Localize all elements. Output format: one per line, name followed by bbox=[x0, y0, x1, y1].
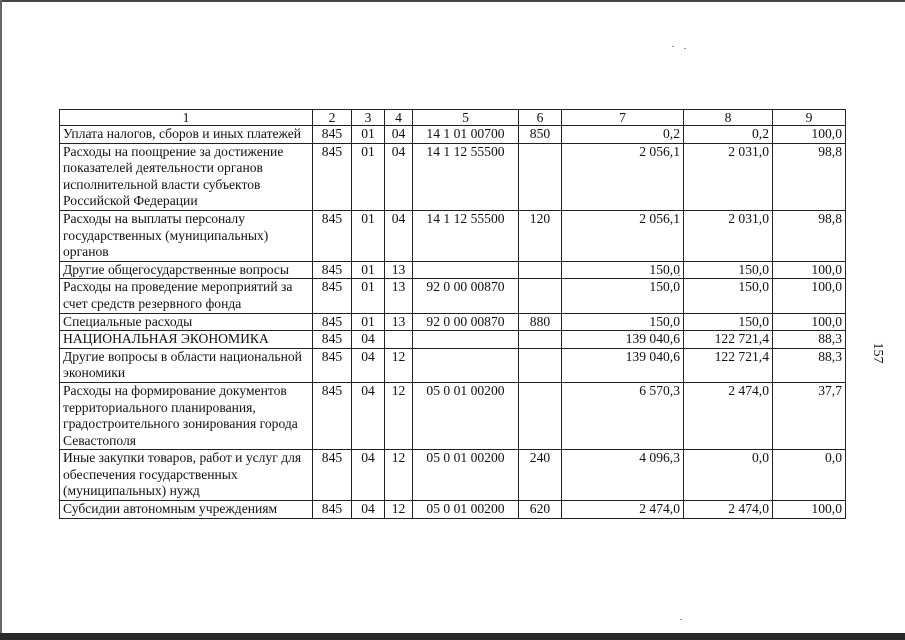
section-code-cell: 01 bbox=[352, 279, 385, 313]
section-code-cell: 01 bbox=[352, 143, 385, 210]
row-name-cell: Субсидии автономным учреждениям bbox=[60, 501, 313, 519]
executed-amount-cell: 2 031,0 bbox=[684, 143, 773, 210]
execution-percent-cell: 100,0 bbox=[773, 279, 846, 313]
table-row bbox=[60, 126, 846, 144]
row-name-cell: Специальные расходы bbox=[60, 313, 313, 331]
target-article-cell: 14 1 12 55500 bbox=[413, 210, 519, 261]
planned-amount-cell: 4 096,3 bbox=[562, 450, 684, 501]
planned-amount-cell: 139 040,6 bbox=[562, 331, 684, 349]
execution-percent-cell: 0,0 bbox=[773, 450, 846, 501]
target-article-cell: 14 1 12 55500 bbox=[413, 143, 519, 210]
header-cell: 4 bbox=[385, 110, 413, 126]
executed-amount-cell: 122 721,4 bbox=[684, 348, 773, 382]
target-article-cell bbox=[413, 348, 519, 382]
table-row bbox=[60, 210, 846, 261]
scan-edge-bottom bbox=[0, 633, 905, 640]
executed-amount-cell: 0,2 bbox=[684, 126, 773, 144]
table-row bbox=[60, 331, 846, 349]
planned-amount-cell: 150,0 bbox=[562, 313, 684, 331]
table-row bbox=[60, 450, 846, 501]
executed-amount-cell: 0,0 bbox=[684, 450, 773, 501]
section-code-cell: 04 bbox=[352, 331, 385, 349]
planned-amount-cell: 6 570,3 bbox=[562, 382, 684, 449]
row-name-cell: Другие общегосударственные вопросы bbox=[60, 261, 313, 279]
expense-type-cell bbox=[519, 143, 562, 210]
expense-type-cell bbox=[519, 261, 562, 279]
subsection-code-cell: 04 bbox=[385, 210, 413, 261]
row-name-cell: Другие вопросы в области национальной экономики bbox=[60, 348, 313, 382]
row-name-cell: Расходы на проведение мероприятий за счет средств резервного фонда bbox=[60, 279, 313, 313]
planned-amount-cell: 2 056,1 bbox=[562, 143, 684, 210]
expense-type-cell bbox=[519, 279, 562, 313]
subsection-code-cell: 13 bbox=[385, 261, 413, 279]
ministry-code-cell: 845 bbox=[313, 313, 352, 331]
expense-type-cell bbox=[519, 331, 562, 349]
table-row bbox=[60, 501, 846, 519]
target-article-cell bbox=[413, 261, 519, 279]
section-code-cell: 01 bbox=[352, 313, 385, 331]
target-article-cell: 05 0 01 00200 bbox=[413, 450, 519, 501]
table-row bbox=[60, 382, 846, 449]
table-row bbox=[60, 348, 846, 382]
scan-speck bbox=[672, 46, 674, 47]
ministry-code-cell: 845 bbox=[313, 501, 352, 519]
table-body bbox=[60, 110, 846, 519]
section-code-cell: 04 bbox=[352, 348, 385, 382]
execution-percent-cell: 98,8 bbox=[773, 210, 846, 261]
target-article-cell: 92 0 00 00870 bbox=[413, 313, 519, 331]
table-row bbox=[60, 143, 846, 210]
executed-amount-cell: 2 474,0 bbox=[684, 501, 773, 519]
target-article-cell: 14 1 01 00700 bbox=[413, 126, 519, 144]
page-number: 157 bbox=[870, 342, 885, 364]
execution-percent-cell: 100,0 bbox=[773, 313, 846, 331]
ministry-code-cell: 845 bbox=[313, 348, 352, 382]
ministry-code-cell: 845 bbox=[313, 331, 352, 349]
subsection-code-cell: 13 bbox=[385, 313, 413, 331]
row-name-cell: НАЦИОНАЛЬНАЯ ЭКОНОМИКА bbox=[60, 331, 313, 349]
planned-amount-cell: 2 056,1 bbox=[562, 210, 684, 261]
header-cell: 3 bbox=[352, 110, 385, 126]
table-row bbox=[60, 313, 846, 331]
budget-table bbox=[59, 109, 846, 519]
subsection-code-cell: 12 bbox=[385, 450, 413, 501]
planned-amount-cell: 150,0 bbox=[562, 279, 684, 313]
expense-type-cell: 240 bbox=[519, 450, 562, 501]
planned-amount-cell: 2 474,0 bbox=[562, 501, 684, 519]
ministry-code-cell: 845 bbox=[313, 450, 352, 501]
subsection-code-cell bbox=[385, 331, 413, 349]
subsection-code-cell: 12 bbox=[385, 348, 413, 382]
ministry-code-cell: 845 bbox=[313, 382, 352, 449]
executed-amount-cell: 150,0 bbox=[684, 279, 773, 313]
section-code-cell: 01 bbox=[352, 210, 385, 261]
ministry-code-cell: 845 bbox=[313, 210, 352, 261]
planned-amount-cell: 0,2 bbox=[562, 126, 684, 144]
planned-amount-cell: 139 040,6 bbox=[562, 348, 684, 382]
header-cell: 9 bbox=[773, 110, 846, 126]
header-cell: 8 bbox=[684, 110, 773, 126]
table-row bbox=[60, 279, 846, 313]
scan-edge-top bbox=[0, 0, 905, 2]
execution-percent-cell: 37,7 bbox=[773, 382, 846, 449]
execution-percent-cell: 98,8 bbox=[773, 143, 846, 210]
section-code-cell: 01 bbox=[352, 126, 385, 144]
execution-percent-cell: 100,0 bbox=[773, 126, 846, 144]
executed-amount-cell: 122 721,4 bbox=[684, 331, 773, 349]
executed-amount-cell: 150,0 bbox=[684, 261, 773, 279]
header-cell: 7 bbox=[562, 110, 684, 126]
row-name-cell: Уплата налогов, сборов и иных платежей bbox=[60, 126, 313, 144]
row-name-cell: Расходы на формирование документов территориального планирования, градостроительного зонирования города Севастополя bbox=[60, 382, 313, 449]
scan-edge-left bbox=[0, 0, 2, 640]
ministry-code-cell: 845 bbox=[313, 143, 352, 210]
header-cell: 2 bbox=[313, 110, 352, 126]
ministry-code-cell: 845 bbox=[313, 126, 352, 144]
ministry-code-cell: 845 bbox=[313, 279, 352, 313]
subsection-code-cell: 12 bbox=[385, 382, 413, 449]
table-row bbox=[60, 261, 846, 279]
subsection-code-cell: 12 bbox=[385, 501, 413, 519]
expense-type-cell: 120 bbox=[519, 210, 562, 261]
execution-percent-cell: 100,0 bbox=[773, 261, 846, 279]
header-cell: 1 bbox=[60, 110, 313, 126]
execution-percent-cell: 100,0 bbox=[773, 501, 846, 519]
target-article-cell: 92 0 00 00870 bbox=[413, 279, 519, 313]
expense-type-cell: 880 bbox=[519, 313, 562, 331]
subsection-code-cell: 04 bbox=[385, 126, 413, 144]
scan-speck bbox=[684, 48, 686, 49]
expense-type-cell bbox=[519, 348, 562, 382]
expense-type-cell: 850 bbox=[519, 126, 562, 144]
section-code-cell: 04 bbox=[352, 501, 385, 519]
header-row bbox=[60, 110, 846, 126]
executed-amount-cell: 150,0 bbox=[684, 313, 773, 331]
expense-type-cell: 620 bbox=[519, 501, 562, 519]
executed-amount-cell: 2 031,0 bbox=[684, 210, 773, 261]
row-name-cell: Расходы на выплаты персоналу государственных (муниципальных) органов bbox=[60, 210, 313, 261]
row-name-cell: Расходы на поощрение за достижение показателей деятельности органов исполнительной власти субъектов Российской Федерации bbox=[60, 143, 313, 210]
target-article-cell: 05 0 01 00200 bbox=[413, 382, 519, 449]
subsection-code-cell: 13 bbox=[385, 279, 413, 313]
target-article-cell: 05 0 01 00200 bbox=[413, 501, 519, 519]
ministry-code-cell: 845 bbox=[313, 261, 352, 279]
header-cell: 6 bbox=[519, 110, 562, 126]
execution-percent-cell: 88,3 bbox=[773, 331, 846, 349]
expense-type-cell bbox=[519, 382, 562, 449]
scan-speck bbox=[680, 619, 682, 620]
section-code-cell: 04 bbox=[352, 450, 385, 501]
planned-amount-cell: 150,0 bbox=[562, 261, 684, 279]
target-article-cell bbox=[413, 331, 519, 349]
header-cell: 5 bbox=[413, 110, 519, 126]
section-code-cell: 01 bbox=[352, 261, 385, 279]
row-name-cell: Иные закупки товаров, работ и услуг для обеспечения государственных (муниципальных) нужд bbox=[60, 450, 313, 501]
section-code-cell: 04 bbox=[352, 382, 385, 449]
execution-percent-cell: 88,3 bbox=[773, 348, 846, 382]
executed-amount-cell: 2 474,0 bbox=[684, 382, 773, 449]
subsection-code-cell: 04 bbox=[385, 143, 413, 210]
